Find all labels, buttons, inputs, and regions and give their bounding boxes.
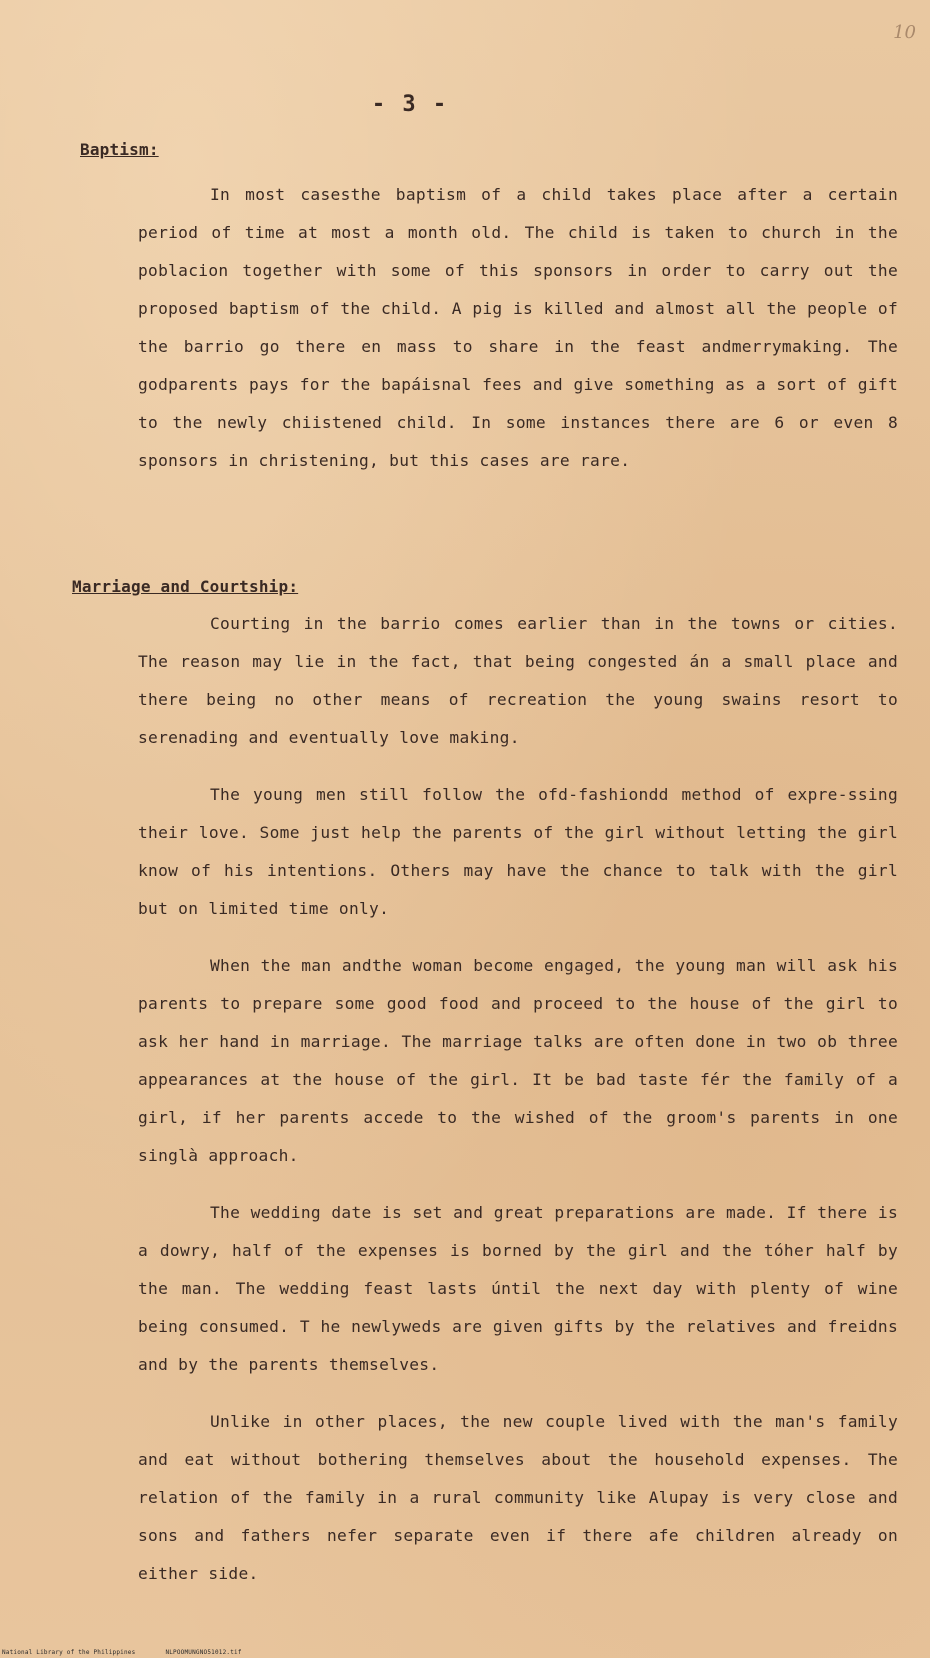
- paragraph-new-couple: Unlike in other places, the new couple lived with the man's family and eat without bothering themselves about the household expenses. The relation of the family in a rural community like Alupay is very close and sons and fathers nefer separate even if there afe children already on either side.: [138, 1412, 898, 1583]
- paragraph-expressing-love: The young men still follow the ofd-fashiondd method of expre-ssing their love. Some just help the parents of the girl without letting the girl know of his intentions. Others may have the chance to talk with the girl but on limited time only.: [138, 785, 898, 918]
- section-heading-baptism: Baptism:: [80, 140, 159, 159]
- section-baptism: [138, 176, 898, 480]
- paragraph-baptism: In most casesthe baptism of a child takes place after a certain period of time at most a month old. The child is taken to church in the poblacion together with some of this sponsors in order to carry out the proposed baptism of the child. A pig is killed and almost all the people of the barrio go there en mass to share in the feast andmerrymaking. The godparents pays for the bapáisnal fees and give something as a sort of gift to the newly chiistened child. In some instances there are 6 or even 8 sponsors in christening, but this cases are rare.: [138, 185, 898, 470]
- footer-file-id: NLPOOMUNGNO51012.tif: [165, 1649, 242, 1656]
- paragraph-courting: Courting in the barrio comes earlier than in the towns or cities. The reason may lie in the fact, that being congested án a small place and there being no other means of recreation the young swains resort to serenading and eventually love making.: [138, 614, 898, 747]
- handwritten-page-mark: 10: [893, 22, 916, 43]
- section-marriage-courtship: [138, 605, 898, 1593]
- paragraph-engagement: When the man andthe woman become engaged, the young man will ask his parents to prepare some good food and proceed to the house of the girl to ask her hand in marriage. The marriage talks are often done in two ob three appearances at the house of the girl. It be bad taste fér the family of a girl, if her parents accede to the wished of the groom's parents in one singlà approach.: [138, 956, 898, 1165]
- scan-footer: [2, 1649, 242, 1656]
- section-heading-marriage-courtship: Marriage and Courtship:: [72, 577, 299, 596]
- page-number: - 3 -: [371, 92, 449, 117]
- footer-library: National Library of the Philippines: [2, 1649, 136, 1656]
- paragraph-wedding: The wedding date is set and great preparations are made. If there is a dowry, half of the expenses is borned by the girl and the tóher half by the man. The wedding feast lasts úntil the next day with plenty of wine being consumed. T he newlyweds are given gifts by the relatives and freidns and by the parents themselves.: [138, 1203, 898, 1374]
